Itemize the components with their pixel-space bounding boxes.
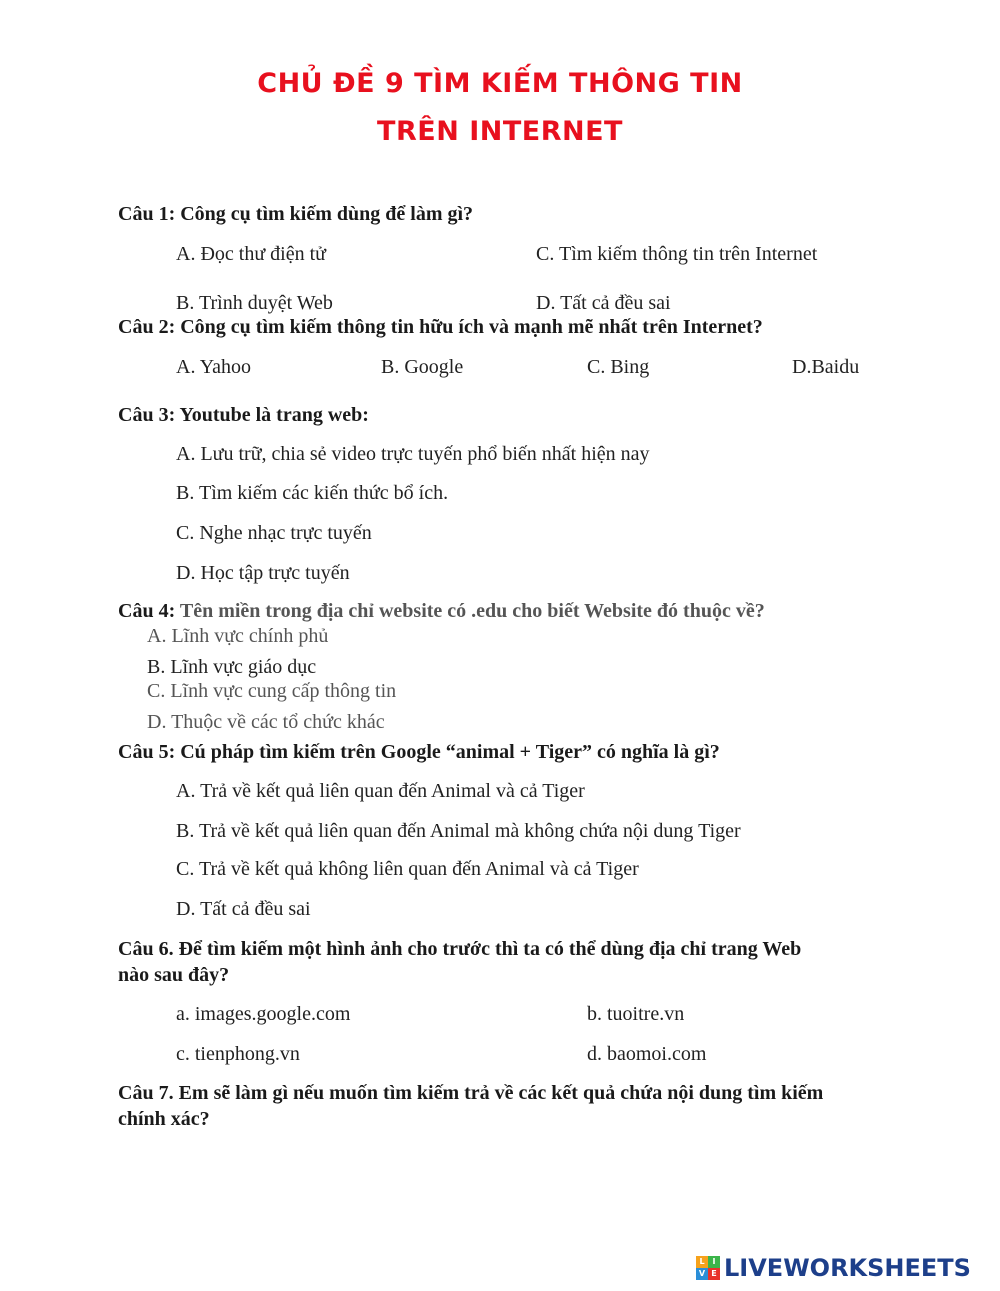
- liveworksheets-logo-icon: [696, 1256, 720, 1280]
- logo-letter: L: [696, 1256, 708, 1268]
- worksheet-title-line2: TRÊN INTERNET: [377, 116, 623, 147]
- q6-option-a[interactable]: a. images.google.com: [176, 1003, 351, 1025]
- q1-option-b[interactable]: B. Trình duyệt Web: [176, 292, 333, 314]
- q5-option-a[interactable]: A. Trả về kết quả liên quan đến Animal và cả Tiger: [176, 780, 585, 802]
- q5-option-b[interactable]: B. Trả về kết quả liên quan đến Animal mà không chứa nội dung Tiger: [176, 820, 741, 842]
- question-6-continued: nào sau đây?: [118, 964, 230, 986]
- logo-letter: I: [708, 1256, 720, 1268]
- question-5: Câu 5: Cú pháp tìm kiếm trên Google “animal + Tiger” có nghĩa là gì?: [118, 741, 720, 763]
- q2-option-d[interactable]: D.Baidu: [792, 356, 860, 378]
- q3-option-c[interactable]: C. Nghe nhạc trực tuyến: [176, 522, 372, 544]
- liveworksheets-logo-text: LIVEWORKSHEETS: [724, 1254, 971, 1282]
- q1-option-c[interactable]: C. Tìm kiếm thông tin trên Internet: [536, 243, 818, 265]
- question-7-continued: chính xác?: [118, 1108, 210, 1130]
- q3-option-d[interactable]: D. Học tập trực tuyến: [176, 562, 350, 584]
- logo-letter: V: [696, 1268, 708, 1280]
- q2-option-c[interactable]: C. Bing: [587, 356, 650, 378]
- q1-option-d[interactable]: D. Tất cả đều sai: [536, 292, 671, 314]
- logo-letter: E: [708, 1268, 720, 1280]
- q2-option-a[interactable]: A. Yahoo: [176, 356, 252, 378]
- q5-option-d[interactable]: D. Tất cả đều sai: [176, 898, 311, 920]
- question-1: Câu 1: Công cụ tìm kiếm dùng để làm gì?: [118, 203, 474, 225]
- q2-option-b[interactable]: B. Google: [381, 356, 464, 378]
- question-4: [118, 600, 765, 623]
- q4-option-a[interactable]: A. Lĩnh vực chính phủ: [147, 625, 329, 647]
- q1-option-a[interactable]: A. Đọc thư điện tử: [176, 243, 326, 265]
- q4-option-c[interactable]: C. Lĩnh vực cung cấp thông tin: [147, 680, 397, 702]
- q4-option-d[interactable]: D. Thuộc về các tổ chức khác: [147, 711, 385, 733]
- q6-option-b[interactable]: b. tuoitre.vn: [587, 1003, 685, 1025]
- liveworksheets-logo[interactable]: [696, 1254, 971, 1282]
- question-4-text: Tên miền trong địa chỉ website có .edu cho biết Website đó thuộc về?: [179, 600, 765, 622]
- q3-option-b[interactable]: B. Tìm kiếm các kiến thức bổ ích.: [176, 482, 449, 504]
- question-4-label: Câu 4:: [118, 600, 176, 622]
- worksheet-title-line1: CHỦ ĐỀ 9 TÌM KIẾM THÔNG TIN: [257, 68, 743, 99]
- question-6: Câu 6. Để tìm kiếm một hình ảnh cho trước thì ta có thể dùng địa chỉ trang Web: [118, 938, 802, 960]
- q6-option-d[interactable]: d. baomoi.com: [587, 1043, 707, 1065]
- q6-option-c[interactable]: c. tienphong.vn: [176, 1043, 300, 1065]
- question-3: Câu 3: Youtube là trang web:: [118, 404, 369, 426]
- question-2: Câu 2: Công cụ tìm kiếm thông tin hữu ích và mạnh mẽ nhất trên Internet?: [118, 316, 763, 338]
- q4-option-b[interactable]: B. Lĩnh vực giáo dục: [147, 656, 317, 678]
- q5-option-c[interactable]: C. Trả về kết quả không liên quan đến Animal và cả Tiger: [176, 858, 639, 880]
- question-7: Câu 7. Em sẽ làm gì nếu muốn tìm kiếm trả về các kết quả chứa nội dung tìm kiếm: [118, 1082, 824, 1104]
- q3-option-a[interactable]: A. Lưu trữ, chia sẻ video trực tuyến phổ biến nhất hiện nay: [176, 443, 650, 465]
